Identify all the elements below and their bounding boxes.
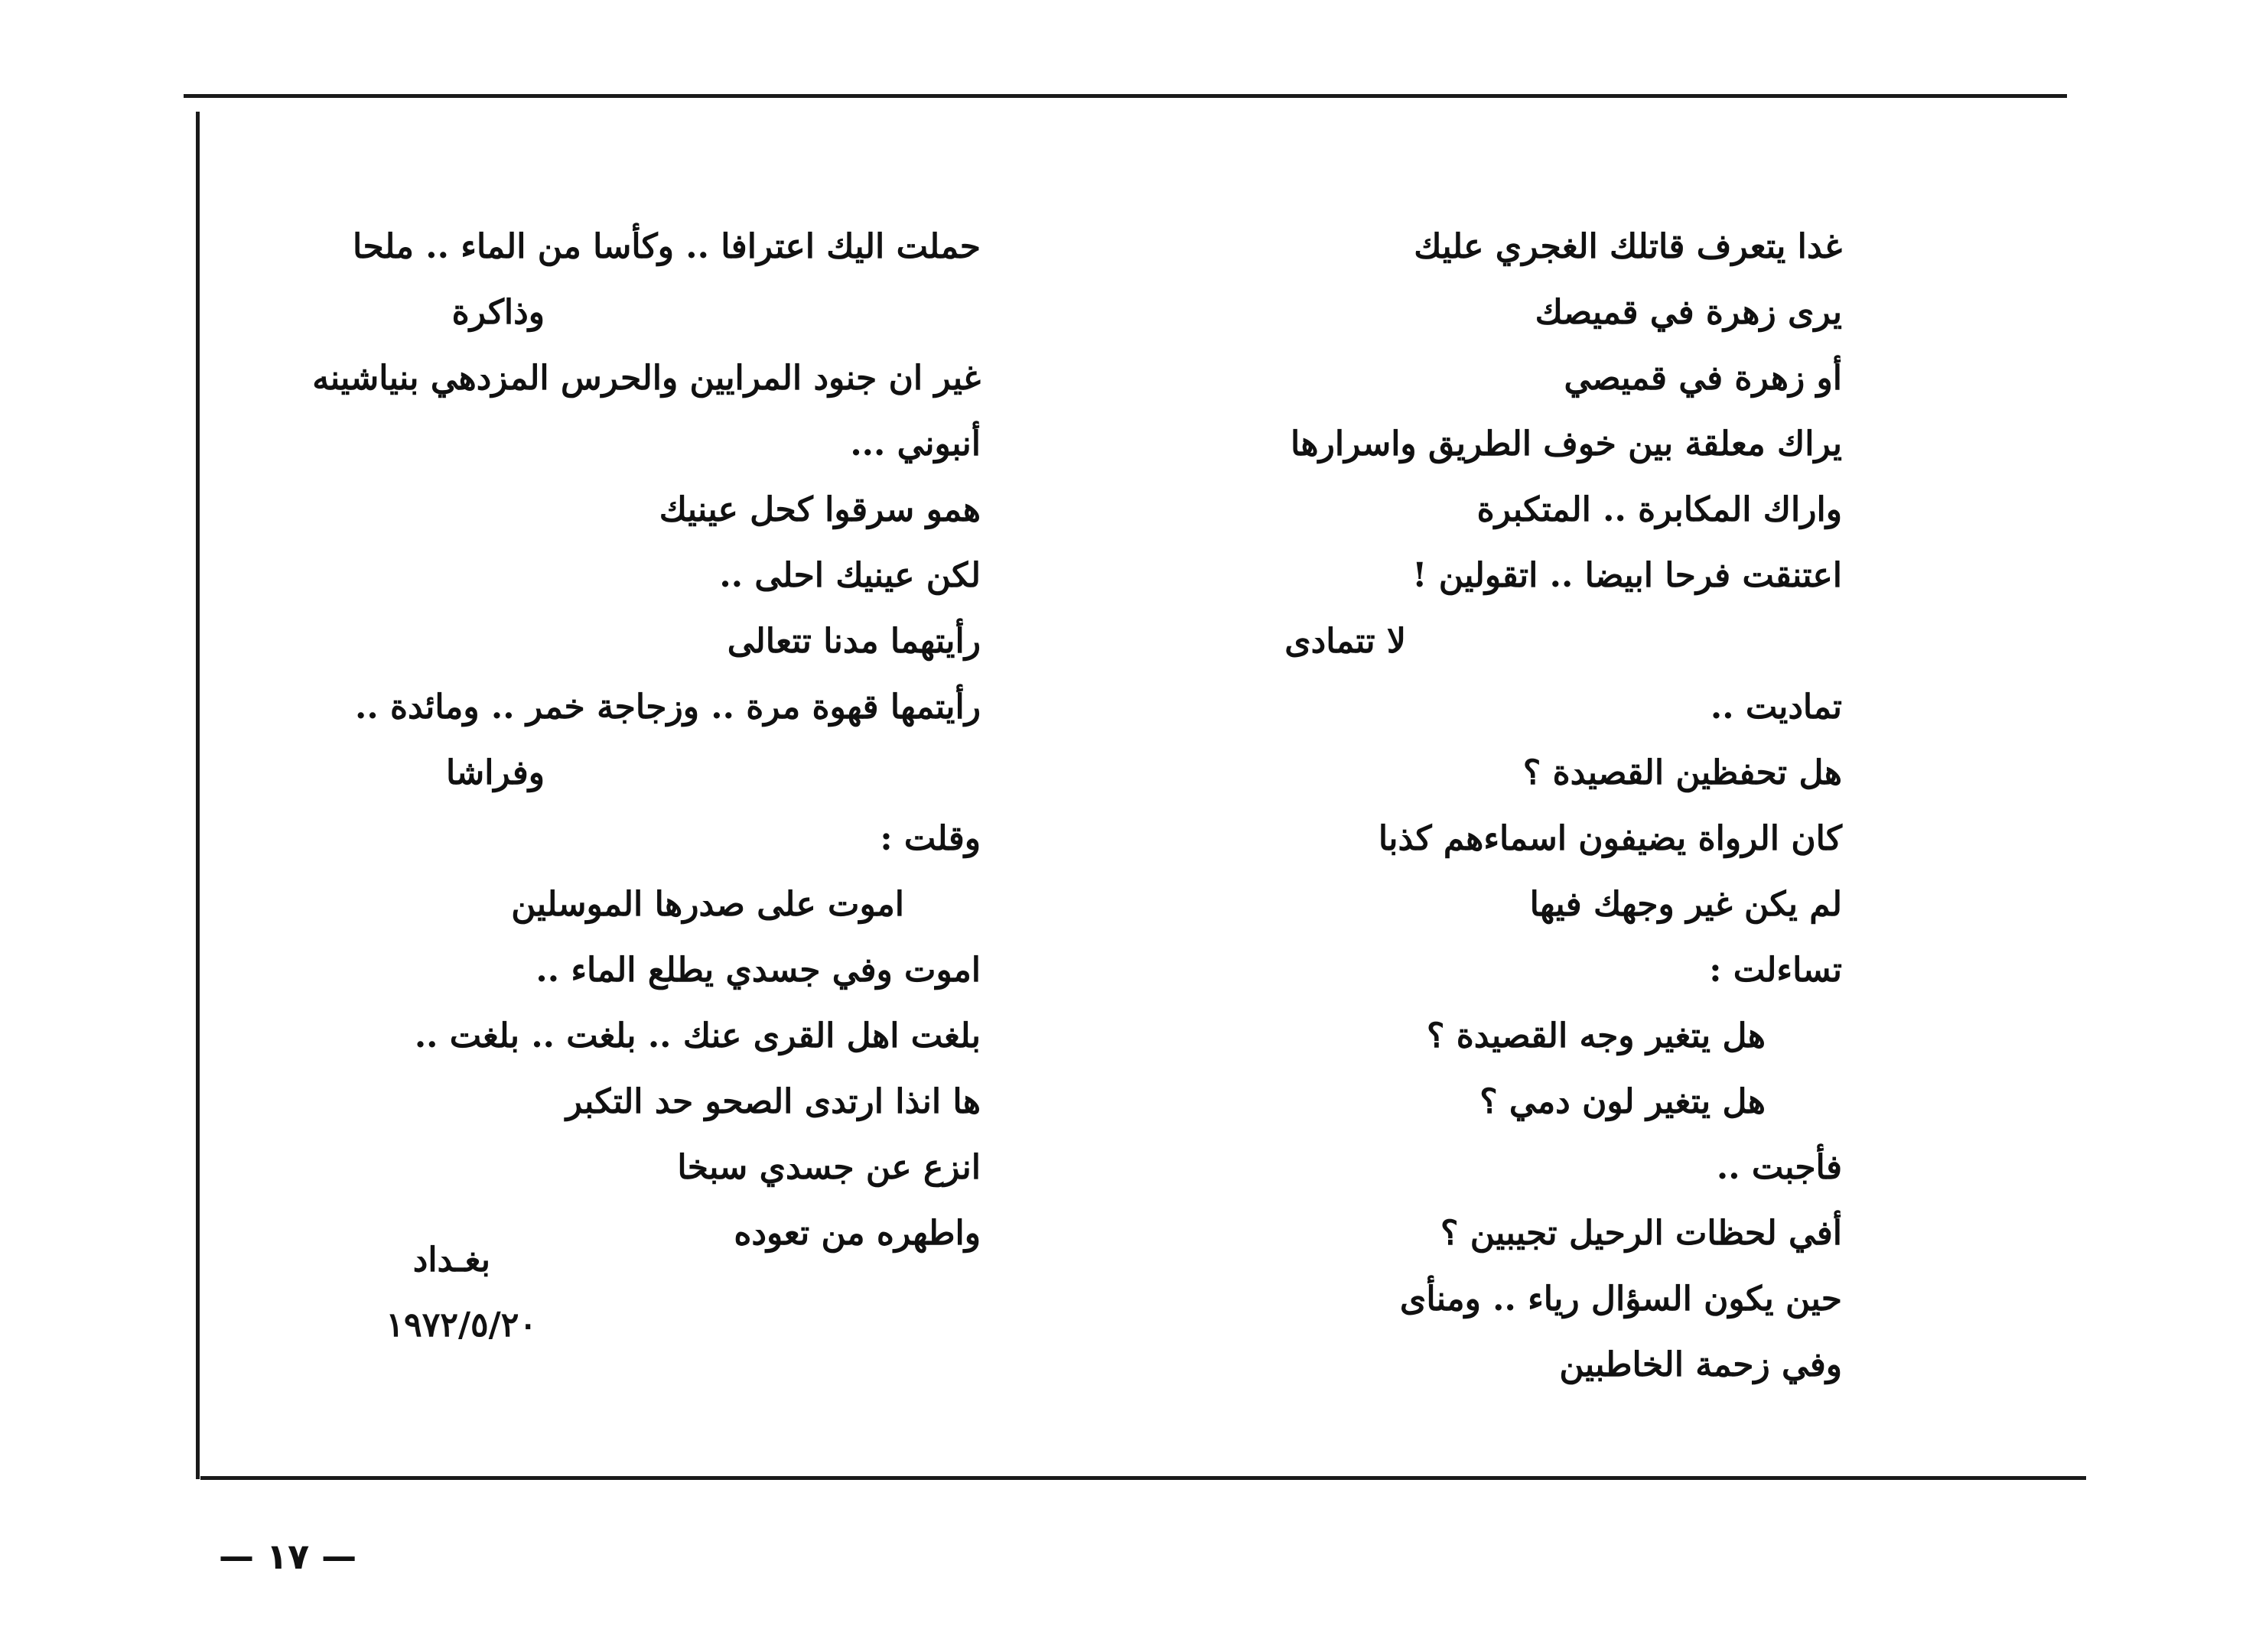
poem-line: لم يكن غير وجهك فيها: [1529, 885, 1842, 924]
poem-line: وقلت :: [880, 819, 981, 858]
poem-line: اموت وفي جسدي يطلع الماء ..: [535, 951, 981, 990]
bottom-rule: [200, 1476, 2086, 1480]
poem-line: وذاكرة: [451, 293, 545, 332]
poem-right-column: [1077, 214, 1842, 1398]
poem-line: واطهره من تعوده: [734, 1214, 981, 1253]
poem-line: بلغت اهل القرى عنك .. بلغت .. بلغت ..: [414, 1016, 981, 1055]
poem-line: تساءلت :: [1709, 951, 1842, 990]
poem-left-column: [177, 214, 981, 1267]
poem-line: انزع عن جسدي سبخا: [677, 1148, 981, 1187]
poem-line: يراك معلقة بين خوف الطريق واسرارها: [1290, 424, 1842, 463]
poem-line: هل يتغير لون دمي ؟: [1479, 1082, 1766, 1121]
signature-date: ١٩٧٢/٥/٢٠: [386, 1306, 537, 1345]
top-rule: [184, 94, 2067, 98]
page-number: — ١٧ —: [219, 1536, 357, 1577]
poem-line: لا تتمادى: [1284, 622, 1406, 661]
poem-line: هل يتغير وجه القصيدة ؟: [1427, 1016, 1766, 1055]
poem-line: تماديت ..: [1710, 688, 1842, 727]
poem-line: واراك المكابرة .. المتكبرة: [1476, 490, 1842, 529]
poem-line: غدا يتعرف قاتلك الغجري عليك: [1414, 227, 1842, 266]
signature-place: بغـداد: [412, 1241, 490, 1280]
poem-line: يرى زهرة في قميصك: [1535, 293, 1842, 332]
poem-line: اعتنقت فرحا ابيضا .. اتقولين !: [1412, 556, 1842, 595]
poem-line: فأجبت ..: [1716, 1148, 1842, 1187]
poem-line: أفي لحظات الرحيل تجيبين ؟: [1440, 1214, 1842, 1253]
poem-line: أو زهرة في قميصي: [1564, 359, 1842, 398]
poem-line: حين يكون السؤال رياء .. ومنأى: [1399, 1280, 1842, 1319]
poem-line: وفراشا: [445, 753, 545, 792]
poem-line: همو سرقوا كحل عينيك: [659, 490, 981, 529]
poem-line: حملت اليك اعترافا .. وكأسا من الماء .. ملحا: [353, 227, 981, 266]
poem-line: رأيتمها قهوة مرة .. وزجاجة خمر .. ومائدة ..: [355, 688, 981, 727]
poem-line: وفي زحمة الخاطبين: [1559, 1345, 1842, 1384]
poem-line: لكن عينيك احلى ..: [719, 556, 981, 595]
poem-line: هل تحفظين القصيدة ؟: [1522, 753, 1842, 792]
poem-line: رأيتهما مدنا تتعالى: [727, 622, 981, 661]
poem-line: غير ان جنود المرايين والحرس المزدهي بنياشينه: [312, 359, 981, 398]
poem-line: أنبوني ...: [850, 424, 981, 463]
poem-line: كان الرواة يضيفون اسماءهم كذبا: [1378, 819, 1842, 858]
poem-line: ها انذا ارتدى الصحو حد التكبر: [565, 1082, 981, 1121]
poem-line: اموت على صدرها الموسلين: [511, 885, 904, 924]
